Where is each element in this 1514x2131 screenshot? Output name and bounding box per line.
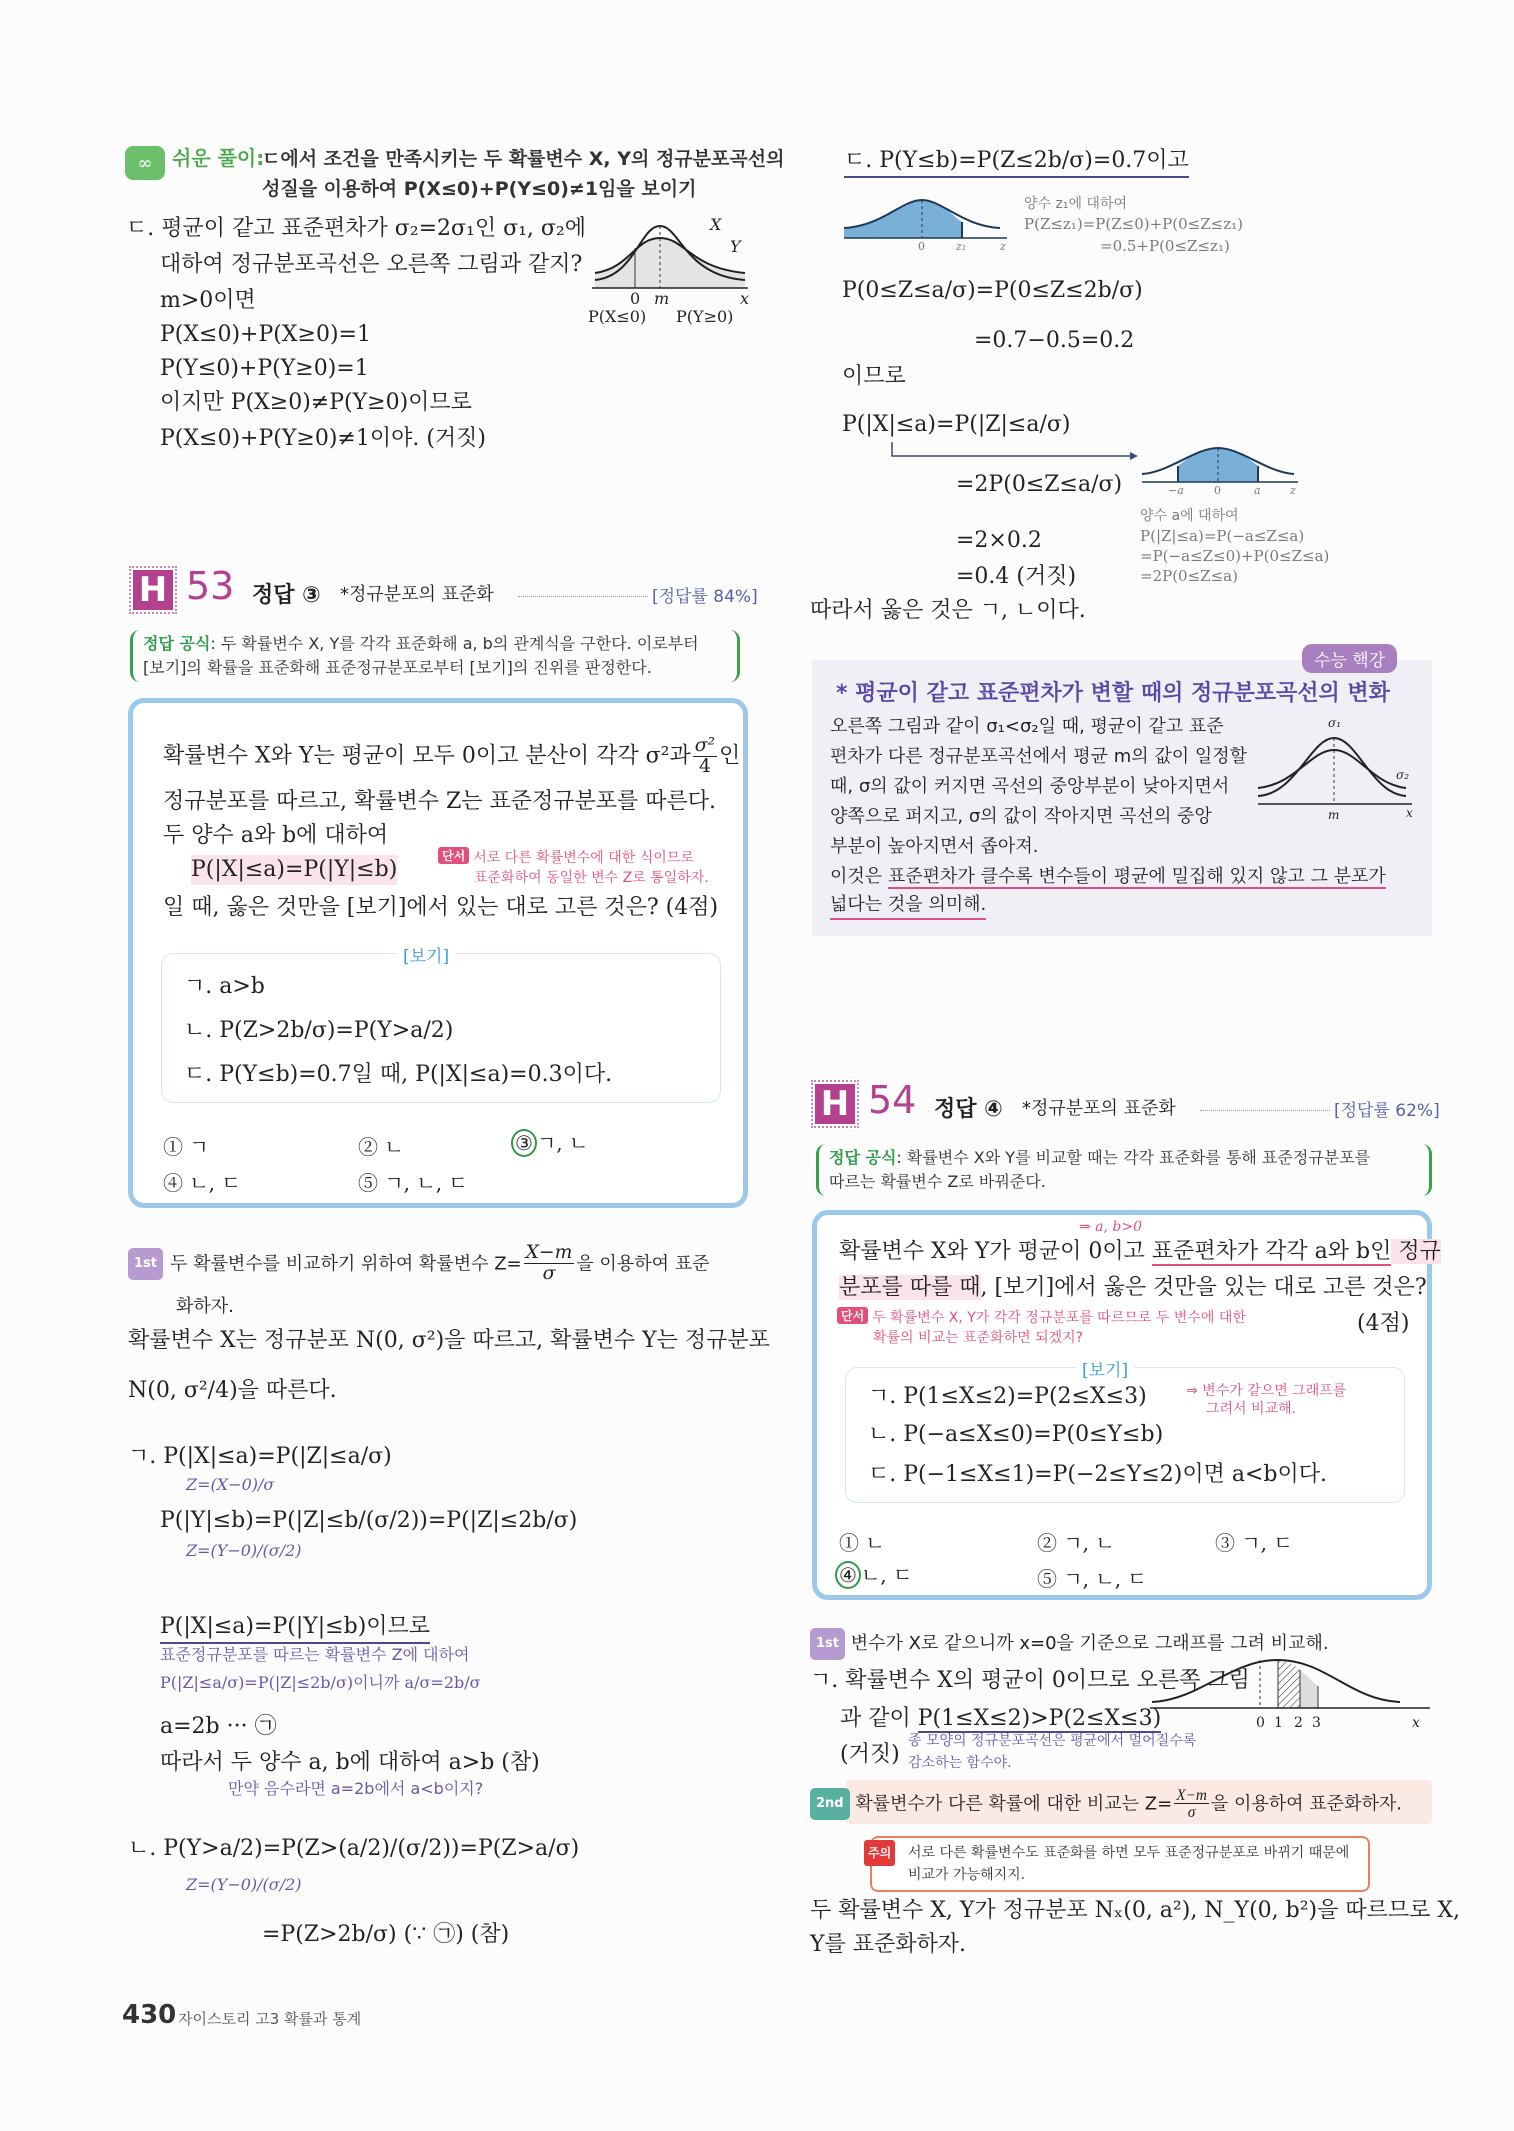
tick-0: 0 bbox=[630, 289, 641, 308]
easy-solution-title: 쉬운 풀이: bbox=[172, 146, 265, 170]
sol-d6: =2P(0≤Z≤a/σ) bbox=[956, 472, 1123, 497]
tip-badge: 수능 핵강 bbox=[1302, 644, 1397, 673]
label-sigma1: σ₁ bbox=[1328, 716, 1342, 730]
sol-g1-note: Z=(X−0)/σ bbox=[186, 1475, 275, 1494]
choice-3-correct[interactable] bbox=[511, 1127, 588, 1157]
caution-box bbox=[870, 1836, 1370, 1892]
easy-line: 이지만 P(X≥0)≠P(Y≥0)이므로 bbox=[160, 390, 472, 415]
sol-d2: P(0≤Z≤a/σ)=P(0≤Z≤2b/σ) bbox=[842, 278, 1143, 303]
easy-line: 대하여 정규분포곡선은 오른쪽 그림과 같지? bbox=[160, 252, 583, 277]
formula-label: 정답 공식 bbox=[143, 634, 211, 653]
choice-5[interactable]: ⑤ ㄱ, ㄴ, ㄷ bbox=[358, 1171, 468, 1195]
sol-g2-note: Z=(Y−0)/(σ/2) bbox=[186, 1541, 302, 1560]
binoculars-icon: ∞ bbox=[125, 146, 165, 180]
caution-text-1: 서로 다른 확률변수도 표준화를 하면 모두 표준정규분포로 바뀌기 때문에 bbox=[908, 1845, 1350, 1861]
arrow-connector bbox=[890, 440, 1140, 470]
question-line-2 bbox=[839, 1273, 1427, 1303]
choice-text: ㄱ, ㄴ bbox=[536, 1131, 589, 1155]
bogi-note-2: 그려서 비교해. bbox=[1206, 1401, 1297, 1417]
easy-solution-desc-1: ㄷ에서 조건을 만족시키는 두 확률변수 X, Y의 정규분포곡선의 bbox=[262, 148, 785, 170]
text: 표준편차가 각각 a와 b인 bbox=[1151, 1239, 1392, 1264]
tip-title: * 평균이 같고 표준편차가 변할 때의 정규분포곡선의 변화 bbox=[836, 681, 1390, 706]
step-tag: 2nd bbox=[810, 1788, 850, 1820]
bogi-item: ㄴ. P(−a≤X≤0)=P(0≤Y≤b) bbox=[868, 1422, 1164, 1447]
easy-line: P(X≤0)+P(X≥0)=1 bbox=[160, 322, 371, 347]
accuracy-rate: [정답률 84%] bbox=[652, 587, 758, 607]
sol-g2: P(|Y|≤b)=P(|Z|≤b/(σ/2))=P(|Z|≤2b/σ) bbox=[160, 1508, 578, 1533]
easy-solution-desc-2: 성질을 이용하여 P(X≤0)+P(Y≤0)≠1임을 보이기 bbox=[262, 178, 697, 200]
question-line-2: 정규분포를 따르고, 확률변수 Z는 표준정규분포를 따른다. bbox=[163, 789, 717, 814]
tick: 1 bbox=[1274, 1715, 1283, 1731]
text: 인 bbox=[719, 743, 741, 769]
hint bbox=[438, 847, 709, 887]
hint-text-1: 서로 다른 확률변수에 대한 식이므로 bbox=[473, 850, 694, 866]
sol-n1: ㄴ. P(Y>a/2)=P(Z>(a/2)/(σ/2))=P(Z>a/σ) bbox=[128, 1836, 580, 1861]
text: 확률변수 X와 Y는 평균이 모두 0이고 분산이 각각 σ²과 bbox=[163, 743, 691, 769]
normal-curve-symmetric-figure bbox=[1140, 444, 1300, 504]
text: 정규 bbox=[1391, 1239, 1441, 1264]
normal-curve-left-tail-figure bbox=[842, 196, 1012, 256]
sol-g5-note: 만약 음수라면 a=2b에서 a<b이지? bbox=[228, 1779, 484, 1798]
fig1-note-1: 양수 z₁에 대하여 bbox=[1024, 196, 1128, 212]
leader-dots bbox=[518, 596, 648, 597]
bogi-item: ㄴ. P(Z>2b/σ)=P(Y>a/2) bbox=[184, 1018, 454, 1043]
topic-label: *정규분포의 표준화 bbox=[1022, 1098, 1176, 1119]
bogi-item: ㄱ. P(1≤X≤2)=P(2≤X≤3) bbox=[868, 1384, 1147, 1409]
question-line-3: 두 양수 a와 b에 대하여 bbox=[163, 823, 389, 848]
normal-curve-shaded-figure bbox=[1150, 1656, 1435, 1736]
tick-m: m bbox=[654, 289, 670, 308]
tip-text-6 bbox=[830, 862, 1386, 892]
text: 을 이용하여 표준 bbox=[576, 1253, 710, 1275]
sol-g1: ㄱ. P(|X|≤a)=P(|Z|≤a/σ) bbox=[128, 1444, 392, 1469]
page-number: 430 bbox=[122, 2000, 177, 2030]
points: (4점) bbox=[1357, 1311, 1410, 1336]
easy-line: m>0이면 bbox=[160, 288, 256, 313]
tip-text-4: 양쪽으로 퍼지고, σ의 값이 작아지면 곡선의 중앙 bbox=[830, 806, 1212, 827]
tick: z bbox=[1290, 484, 1296, 497]
step-1 bbox=[128, 1244, 709, 1283]
text: 과 같이 bbox=[840, 1706, 918, 1731]
tick: 0 bbox=[1256, 1715, 1265, 1731]
h54-g1: ㄱ. 확률변수 X의 평균이 0이므로 오른쪽 그림 bbox=[810, 1668, 1250, 1693]
denominator: σ bbox=[542, 1262, 556, 1284]
denominator: 4 bbox=[698, 755, 711, 777]
question-line-1 bbox=[839, 1237, 1441, 1267]
label-x: x bbox=[1406, 806, 1413, 820]
label-sigma2: σ₂ bbox=[1396, 768, 1410, 782]
hint-text-1: 두 확률변수 X, Y가 각각 정규분포를 따르므로 두 변수에 대한 bbox=[872, 1310, 1246, 1326]
bogi-box bbox=[161, 947, 721, 1103]
figure-label-left: P(X≤0) bbox=[588, 307, 647, 326]
question-condition: P(|X|≤a)=P(|Y|≤b) bbox=[191, 855, 397, 885]
tick: 3 bbox=[1312, 1715, 1321, 1731]
text: 두 확률변수를 비교하기 위하여 확률변수 Z= bbox=[170, 1253, 522, 1275]
problem-number: 53 bbox=[186, 564, 235, 608]
tick: z bbox=[1000, 240, 1006, 253]
h53-conclusion: 따라서 옳은 것은 ㄱ, ㄴ이다. bbox=[810, 598, 1086, 623]
text: 이것은 bbox=[830, 866, 888, 887]
fig2-note-3: =P(−a≤Z≤0)+P(0≤Z≤a) bbox=[1140, 547, 1330, 565]
hint-text-2: 표준화하여 동일한 변수 Z로 통일하자. bbox=[474, 870, 709, 886]
tick: 0 bbox=[918, 240, 925, 253]
sol-g3: P(|X|≤a)=P(|Y|≤b)이므로 bbox=[160, 1612, 430, 1644]
formula-label: 정답 공식 bbox=[829, 1148, 897, 1167]
tip-text-7: 넓다는 것을 의미해. bbox=[830, 892, 986, 920]
answer-formula-box bbox=[816, 1144, 1432, 1196]
dist-line-1: 확률변수 X는 정규분포 N(0, σ²)을 따르고, 확률변수 Y는 정규분포 bbox=[128, 1328, 770, 1353]
formula-text-2: 따르는 확률변수 Z로 바꿔준다. bbox=[829, 1172, 1046, 1191]
choice-4[interactable]: ④ ㄴ, ㄷ bbox=[163, 1171, 241, 1195]
answer-label: 정답 ③ bbox=[252, 583, 321, 608]
question-box bbox=[128, 698, 748, 1208]
numerator: X−m bbox=[1176, 1787, 1207, 1804]
fraction bbox=[693, 737, 717, 776]
choice-text: ㄴ, ㄷ bbox=[860, 1563, 913, 1587]
sol-g3-note-2: P(|Z|≤a/σ)=P(|Z|≤2b/σ)이니까 a/σ=2b/σ bbox=[160, 1673, 481, 1692]
choice-3[interactable]: ③ ㄱ, ㄷ bbox=[1215, 1531, 1293, 1555]
formula-text-2: [보기]의 확률을 표준화해 표준정규분포로부터 [보기]의 진위를 판정한다. bbox=[143, 658, 652, 677]
fig2-note-4: =2P(0≤Z≤a) bbox=[1140, 567, 1238, 585]
bogi-box bbox=[845, 1361, 1405, 1503]
sol-n2: =P(Z>2b/σ) (∵ ㉠) (참) bbox=[262, 1922, 510, 1947]
easy-line: P(Y≤0)+P(Y≥0)=1 bbox=[160, 356, 369, 381]
sol-d8: =0.4 (거짓) bbox=[956, 564, 1077, 589]
caution-tag: 주의 bbox=[864, 1840, 895, 1866]
text: 을 이용하여 표준화하자. bbox=[1210, 1793, 1402, 1815]
text: 표준편차가 클수록 변수들이 평균에 밀집해 있지 않고 그 분포가 bbox=[887, 866, 1386, 887]
text: 확률변수가 다른 확률에 대한 비교는 Z= bbox=[855, 1793, 1173, 1815]
numerator: σ² bbox=[694, 735, 716, 756]
bogi-title: [보기] bbox=[397, 942, 455, 967]
sol-g5: 따라서 두 양수 a, b에 대하여 a>b (참) bbox=[160, 1750, 540, 1775]
sigma-curves-figure bbox=[1256, 716, 1416, 824]
hint bbox=[837, 1307, 1246, 1347]
h54-last-1: 두 확률변수 X, Y가 정규분포 Nₓ(0, a²), N_Y(0, b²)을 따르므로 X, bbox=[810, 1898, 1461, 1923]
label-m: m bbox=[1328, 808, 1340, 822]
hint-tag: 단서 bbox=[438, 847, 469, 864]
question-line-1 bbox=[163, 737, 740, 776]
text: 분포를 따를 때 bbox=[839, 1275, 981, 1300]
fraction bbox=[1174, 1788, 1209, 1821]
tick: −a bbox=[1168, 484, 1184, 497]
problem-badge: H bbox=[133, 570, 173, 610]
note-positive: ⇒ a, b>0 bbox=[1079, 1219, 1143, 1235]
sol-d3: =0.7−0.5=0.2 bbox=[974, 328, 1135, 353]
text: , [보기]에서 옳은 것만을 있는 대로 고른 것은? bbox=[980, 1275, 1427, 1300]
curve-label-y: Y bbox=[730, 237, 741, 256]
step-tag: 1st bbox=[128, 1248, 163, 1280]
formula-text-1: : 두 확률변수 X, Y를 각각 표준화해 a, b의 관계식을 구한다. 이로부터 bbox=[210, 634, 699, 653]
sol-n1-note: Z=(Y−0)/(σ/2) bbox=[186, 1875, 302, 1894]
tick: z₁ bbox=[956, 240, 967, 253]
tip-text-1: 오른쪽 그림과 같이 σ₁<σ₂일 때, 평균이 같고 표준 bbox=[830, 716, 1224, 737]
choice-5[interactable]: ⑤ ㄱ, ㄴ, ㄷ bbox=[1037, 1567, 1147, 1591]
correct-mark: ③ bbox=[511, 1129, 537, 1157]
book-title: 자이스토리 고3 확률과 통계 bbox=[178, 2010, 362, 2028]
sol-d1: ㄷ. P(Y≤b)=P(Z≤2b/σ)=0.7이고 bbox=[844, 146, 1189, 178]
bogi-title: [보기] bbox=[1076, 1356, 1134, 1381]
step-1-cont: 화하자. bbox=[176, 1296, 234, 1317]
accuracy-rate: [정답률 62%] bbox=[1334, 1101, 1440, 1121]
bogi-item: ㄷ. P(−1≤X≤1)=P(−2≤Y≤2)이면 a<b이다. bbox=[868, 1462, 1328, 1487]
bogi-item: ㄷ. P(Y≤b)=0.7일 때, P(|X|≤a)=0.3이다. bbox=[184, 1062, 613, 1087]
fig2-note-2: P(|Z|≤a)=P(−a≤Z≤a) bbox=[1140, 527, 1305, 545]
sol-g3-note-1: 표준정규분포를 따르는 확률변수 Z에 대하여 bbox=[160, 1645, 470, 1664]
choice-1[interactable]: ① ㄱ bbox=[163, 1135, 209, 1159]
sol-d4: 이므로 bbox=[842, 364, 906, 389]
hint-text-2: 확률의 비교는 표준화하면 되겠지? bbox=[873, 1330, 1084, 1346]
correct-mark: ④ bbox=[835, 1561, 861, 1589]
hint-tag: 단서 bbox=[837, 1307, 868, 1324]
sol-g4: a=2b ··· ㉠ bbox=[160, 1714, 277, 1739]
answer-formula-box bbox=[130, 630, 740, 682]
leader-dots bbox=[1200, 1110, 1330, 1111]
tip-text-3: 때, σ의 값이 커지면 곡선의 중앙부분이 낮아지면서 bbox=[830, 776, 1230, 797]
question-box bbox=[812, 1210, 1441, 1600]
choice-4-correct[interactable] bbox=[835, 1559, 912, 1589]
tick: a bbox=[1254, 484, 1261, 497]
fraction bbox=[524, 1244, 575, 1283]
dist-line-2: N(0, σ²/4)을 따른다. bbox=[128, 1378, 337, 1403]
figure-label-right: P(Y≥0) bbox=[676, 307, 734, 326]
tip-text-5: 부분이 높아지면서 좁아져. bbox=[830, 836, 1039, 857]
denominator: σ bbox=[1187, 1804, 1196, 1822]
tick: x bbox=[1412, 1715, 1420, 1731]
easy-line: ㄷ. 평균이 같고 표준편차가 σ₂=2σ₁인 σ₁, σ₂에 bbox=[126, 216, 587, 241]
tick: 2 bbox=[1294, 1715, 1303, 1731]
problem-number: 54 bbox=[868, 1078, 917, 1122]
easy-line: P(X≤0)+P(Y≥0)≠1이야. (거짓) bbox=[160, 426, 487, 451]
text: 변수가 X로 같으니까 x=0을 기준으로 그래프를 그려 비교해. bbox=[850, 1633, 1329, 1654]
formula-text-1: : 확률변수 X와 Y를 비교할 때는 각각 표준화를 통해 표준정규분포를 bbox=[896, 1148, 1371, 1167]
text: P(1≤X≤2)>P(2≤X≤3) bbox=[917, 1706, 1162, 1731]
tick: 0 bbox=[1214, 484, 1221, 497]
curve-label-x: X bbox=[710, 215, 722, 234]
h54-g3-note-1: 종 모양의 정규분포곡선은 평균에서 멀어질수록 bbox=[908, 1733, 1197, 1749]
fig1-note-2: P(Z≤z₁)=P(Z≤0)+P(0≤Z≤z₁) bbox=[1024, 215, 1243, 233]
h54-last-2: Y를 표준화하자. bbox=[810, 1932, 967, 1957]
bogi-item: ㄱ. a>b bbox=[184, 974, 265, 999]
choice-2[interactable]: ② ㄴ bbox=[358, 1135, 404, 1159]
h54-g3: (거짓) bbox=[840, 1742, 900, 1767]
bogi-note-1: ⇒ 변수가 같으면 그래프를 bbox=[1186, 1383, 1347, 1399]
topic-label: *정규분포의 표준화 bbox=[340, 584, 494, 605]
tip-text-2: 편차가 다른 정규분포곡선에서 평균 m의 값이 일정할 bbox=[830, 746, 1248, 767]
choice-1[interactable]: ① ㄴ bbox=[839, 1531, 885, 1555]
sol-d7: =2×0.2 bbox=[956, 528, 1042, 553]
fig1-note-3: =0.5+P(0≤Z≤z₁) bbox=[1100, 237, 1230, 255]
question-line-4: 일 때, 옳은 것만을 [보기]에서 있는 대로 고른 것은? (4점) bbox=[163, 895, 719, 920]
text: 확률변수 X와 Y가 평균이 0이고 bbox=[839, 1239, 1152, 1264]
h54-step-2 bbox=[810, 1788, 1402, 1821]
axis-x: x bbox=[740, 289, 750, 308]
numerator: X−m bbox=[525, 1242, 573, 1263]
choice-2[interactable]: ② ㄱ, ㄴ bbox=[1037, 1531, 1115, 1555]
problem-badge: H bbox=[815, 1084, 855, 1124]
caution-text-2: 비교가 가능해지지. bbox=[908, 1867, 1026, 1883]
sol-d5: P(|X|≤a)=P(|Z|≤a/σ) bbox=[842, 412, 1071, 437]
fig2-note-1: 양수 a에 대하여 bbox=[1140, 508, 1239, 524]
answer-label: 정답 ④ bbox=[934, 1097, 1003, 1122]
h54-g3-note-2: 감소하는 함수야. bbox=[908, 1755, 1012, 1771]
step-tag: 1st bbox=[810, 1628, 845, 1660]
